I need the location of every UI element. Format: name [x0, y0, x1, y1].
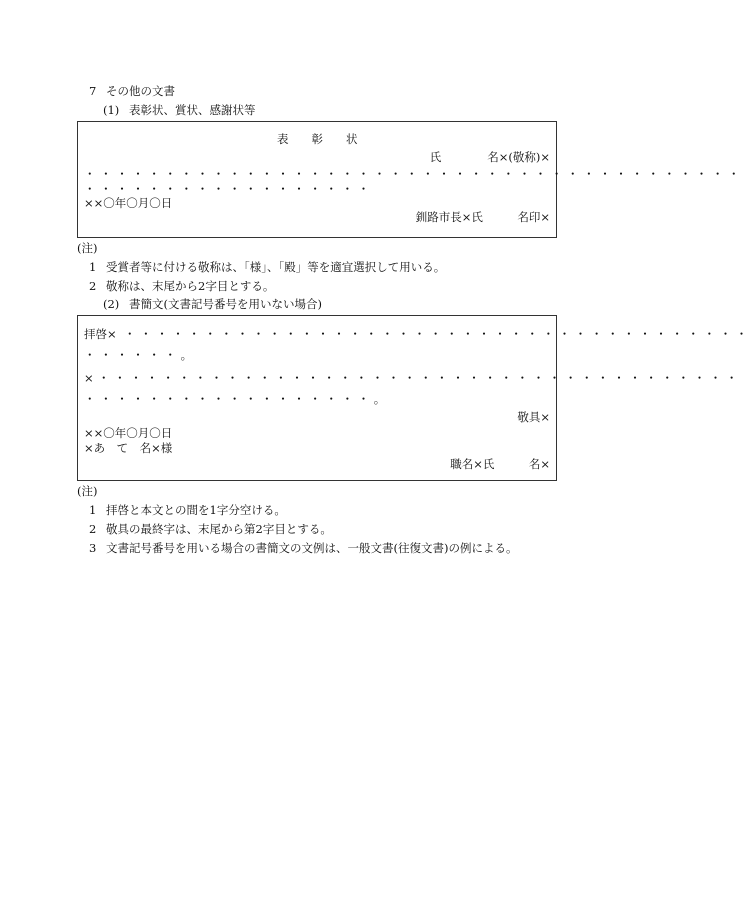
note-2-2-number: 2	[89, 522, 97, 536]
letter-addressee: ×あ て 名×様	[84, 441, 173, 455]
subsection-1-number: (1)	[103, 103, 120, 117]
commendation-date: ××〇年〇月〇日	[84, 196, 173, 210]
notes-1-heading: (注)	[77, 241, 98, 255]
note-1-2-number: 2	[89, 279, 97, 293]
note-1-1-number: 1	[89, 260, 97, 274]
letter-date: ××〇年〇月〇日	[84, 426, 173, 440]
subsection-1-title: 表彰状、賞状、感謝状等	[129, 103, 256, 117]
body-dots-row-2: ・・・・・・・・・・・・・・・・・・	[84, 182, 374, 196]
note-2-3-text: 文書記号番号を用いる場合の書簡文の文例は、一般文書(往復文書)の例による。	[106, 541, 518, 555]
letter-opening: 拝啓×	[84, 327, 117, 341]
note-2-3-number: 3	[89, 541, 97, 555]
section-title: その他の文書	[106, 84, 175, 98]
body-dots-row-1: ・・・・・・・・・・・・・・・・・・・・・・・・・・・・・・・・・・・・・・・・・	[84, 167, 745, 181]
subsection-2-title: 書簡文(文書記号番号を用いない場合)	[129, 297, 322, 311]
signer-line: 釧路市長×氏 名印×	[415, 210, 550, 224]
commendation-title: 表 彰 状	[277, 132, 358, 146]
note-1-2-text: 敬称は、末尾から2字目とする。	[106, 279, 275, 293]
letter-closing: 敬具×	[517, 410, 550, 424]
letter-dots-row-3: ・・・・・・・・・・・・・・・・・・・・・・・・・・・・・・・・・・・・・・・・	[98, 371, 742, 385]
letter-sender: 職名×氏 名×	[450, 457, 550, 471]
recipient-name-line: 氏 名×(敬称)×	[429, 150, 550, 164]
letter-dots-row-1: ・・・・・・・・・・・・・・・・・・・・・・・・・・・・・・・・・・・・・・・	[124, 327, 752, 341]
note-2-2-text: 敬具の最終字は、末尾から第2字目とする。	[106, 522, 332, 536]
letter-dots-row-2: ・・・・・・。	[84, 348, 197, 362]
section-number: 7	[89, 84, 97, 98]
paragraph-indent-mark: ×	[84, 371, 94, 385]
notes-2-heading: (注)	[77, 484, 98, 498]
letter-example-box	[77, 315, 752, 481]
note-2-1-number: 1	[89, 503, 97, 517]
commendation-example-box	[77, 121, 745, 238]
letter-dots-row-4: ・・・・・・・・・・・・・・・・・・。	[84, 392, 390, 406]
subsection-2-number: (2)	[103, 297, 120, 311]
note-2-1-text: 拝啓と本文との間を1字分空ける。	[106, 503, 286, 517]
note-1-1-text: 受賞者等に付ける敬称は、「様」、「殿」等を適宜選択して用いる。	[106, 260, 446, 274]
